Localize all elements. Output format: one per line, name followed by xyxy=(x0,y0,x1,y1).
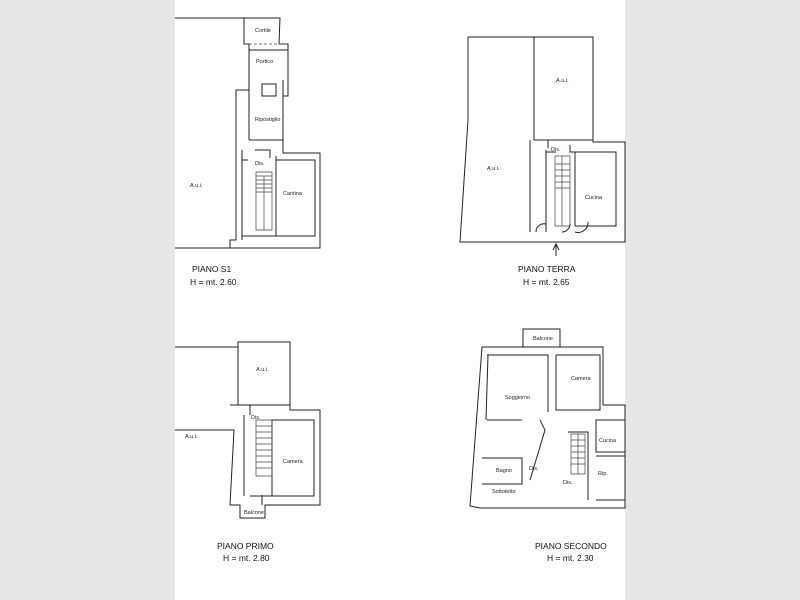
secondo-floor-height: H = mt. 2.30 xyxy=(547,553,594,563)
s1-room-cantina: Cantina xyxy=(283,191,302,197)
primo-room-aui-2: A.u.i. xyxy=(185,434,198,440)
primo-room-aui-1: A.u.i. xyxy=(256,367,269,373)
terra-floor-title: PIANO TERRA xyxy=(518,264,576,274)
s1-cellar-walls xyxy=(242,150,315,240)
terra-room-cucina: Cucina xyxy=(585,195,603,201)
secondo-room-dis-2: Dis. xyxy=(563,480,573,486)
s1-room-dis: Dis. xyxy=(255,161,265,167)
s1-room-cortile: Cortile xyxy=(255,28,271,34)
secondo-inner-walls xyxy=(482,355,625,500)
s1-room-portico: Portico xyxy=(256,59,274,65)
primo-stair xyxy=(256,420,272,476)
plan-piano-primo xyxy=(175,342,320,563)
plan-piano-s1 xyxy=(175,18,320,287)
s1-inner-wall xyxy=(230,18,249,248)
primo-room-camera: Camera xyxy=(283,459,303,465)
secondo-room-balcone: Balcone xyxy=(533,336,553,342)
secondo-room-rip: Rip. xyxy=(598,471,608,477)
s1-outline xyxy=(175,18,320,248)
s1-stair xyxy=(256,172,272,230)
secondo-stair xyxy=(571,434,585,474)
s1-floor-title: PIANO S1 xyxy=(192,264,232,274)
secondo-room-bagno: Bagno xyxy=(496,468,512,474)
terra-stair xyxy=(555,156,570,226)
secondo-room-dis-1: Dis. xyxy=(529,466,539,472)
terra-inner-walls xyxy=(530,37,616,232)
terra-floor-height: H = mt. 2.65 xyxy=(523,277,570,287)
terra-entrance-arrow-icon xyxy=(553,244,559,256)
secondo-room-sottotetto: Sottotetto xyxy=(492,489,516,495)
primo-room-balcone: Balcone xyxy=(244,510,264,516)
s1-room-aui: A.u.i. xyxy=(190,183,203,189)
s1-room-ripostiglio: Ripostiglio xyxy=(255,117,281,123)
terra-room-aui-1: A.u.i. xyxy=(556,78,569,84)
secondo-floor-title: PIANO SECONDO xyxy=(535,541,607,551)
primo-outline xyxy=(175,342,320,518)
secondo-room-cucina: Cucina xyxy=(599,438,617,444)
plan-piano-terra xyxy=(460,37,625,287)
terra-room-aui-2: A.u.i. xyxy=(487,166,500,172)
secondo-room-soggiorno: Soggiorno xyxy=(505,395,531,401)
primo-room-dis: Dis. xyxy=(251,415,261,421)
secondo-room-camera: Camera xyxy=(571,376,591,382)
s1-floor-height: H = mt. 2.60 xyxy=(190,277,237,287)
terra-room-dis: Dis. xyxy=(551,147,561,153)
primo-floor-title: PIANO PRIMO xyxy=(217,541,274,551)
plan-piano-secondo xyxy=(470,329,625,563)
primo-floor-height: H = mt. 2.80 xyxy=(223,553,270,563)
